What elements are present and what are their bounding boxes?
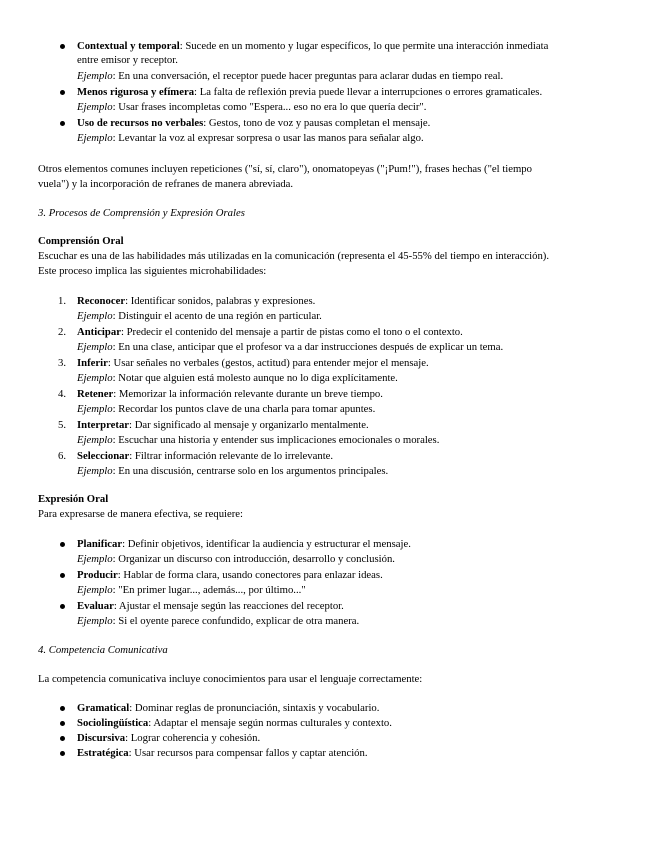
description: : Filtrar información relevante de lo irrelevante. <box>129 450 334 462</box>
list-number: 4. <box>58 388 67 400</box>
description: : Identificar sonidos, palabras y expresiones. <box>125 295 316 307</box>
description: : Dar significado al mensaje y organizarlo mentalmente. <box>129 419 369 431</box>
list-item <box>77 418 369 432</box>
example-line <box>77 552 395 566</box>
example-text: : "En primer lugar..., además..., por último..." <box>112 584 306 596</box>
list-item <box>77 599 344 613</box>
term: Gramatical <box>77 702 130 714</box>
example-text: : En una conversación, el receptor puede hacer preguntas para aclarar dudas en tiempo real. <box>112 70 504 82</box>
example-label: Ejemplo <box>77 465 113 477</box>
example-text: : Escuchar una historia y entender sus implicaciones emocionales o morales. <box>112 434 440 446</box>
list-number: 6. <box>58 450 67 462</box>
example-label: Ejemplo <box>77 132 113 144</box>
description: : Dominar reglas de pronunciación, sintaxis y vocabulario. <box>129 702 380 714</box>
competencia-intro: La competencia comunicativa incluye conocimientos para usar el lenguaje correctamente: <box>38 673 423 685</box>
example-label: Ejemplo <box>77 553 113 565</box>
example-text: : Levantar la voz al expresar sorpresa o usar las manos para señalar algo. <box>112 132 424 144</box>
example-line <box>77 433 439 447</box>
term: Estratégica <box>77 747 129 759</box>
list-item <box>77 746 368 760</box>
term: Anticipar <box>77 326 121 338</box>
list-item <box>77 325 463 339</box>
bullet-marker <box>60 751 65 756</box>
list-number: 5. <box>58 419 67 431</box>
bullet-marker <box>60 736 65 741</box>
list-item <box>77 537 411 551</box>
section-title: 3. Procesos de Comprensión y Expresión Orales <box>38 207 245 219</box>
description: : Sucede en un momento y lugar específicos, lo que permite una interacción inmediata <box>179 40 549 52</box>
example-line <box>77 69 503 83</box>
bullet-contextual <box>77 39 548 53</box>
heading-text: Comprensión Oral <box>38 235 124 247</box>
bullet-menos-rigurosa <box>77 85 542 99</box>
example-line <box>77 309 322 323</box>
list-number: 1. <box>58 295 67 307</box>
example-label: Ejemplo <box>77 584 113 596</box>
example-label: Ejemplo <box>77 372 113 384</box>
description: : Memorizar la información relevante durante un breve tiempo. <box>113 388 383 400</box>
list-number: 3. <box>58 357 67 369</box>
list-item <box>77 356 429 370</box>
example-label: Ejemplo <box>77 434 113 446</box>
example-label: Ejemplo <box>77 341 113 353</box>
bullet-marker <box>60 44 65 49</box>
term: Planificar <box>77 538 123 550</box>
term: Evaluar <box>77 600 114 612</box>
description: : Ajustar el mensaje según las reacciones del receptor. <box>113 600 344 612</box>
bullet-marker <box>60 121 65 126</box>
description: : Hablar de forma clara, usando conectores para enlazar ideas. <box>117 569 383 581</box>
term: Interpretar <box>77 419 130 431</box>
example-text: : Recordar los puntos clave de una charla para tomar apuntes. <box>112 403 376 415</box>
list-item <box>77 387 383 401</box>
example-line <box>77 583 306 597</box>
section-title: 4. Competencia Comunicativa <box>38 644 168 656</box>
example-label: Ejemplo <box>77 101 113 113</box>
term: Sociolingüística <box>77 717 149 729</box>
example-line <box>77 131 424 145</box>
subsection-heading <box>38 234 124 248</box>
list-number: 2. <box>58 326 67 338</box>
example-text: : Organizar un discurso con introducción, desarrollo y conclusión. <box>112 553 395 565</box>
heading-text: Expresión Oral <box>38 493 109 505</box>
term: Menos rigurosa y efímera <box>77 86 195 98</box>
example-text: : En una clase, anticipar que el profesor va a dar instrucciones después de explicar un tema. <box>112 341 504 353</box>
list-item <box>77 568 383 582</box>
paragraph-otros-elementos-cont: vuela") y la incorporación de refranes de manera abreviada. <box>38 178 294 190</box>
bullet-marker <box>60 573 65 578</box>
list-item <box>77 716 392 730</box>
description: : Adaptar el mensaje según normas culturales y contexto. <box>148 717 392 729</box>
term: Uso de recursos no verbales <box>77 117 204 129</box>
list-item <box>77 701 379 715</box>
description: : Predecir el contenido del mensaje a partir de pistas como el tono o el contexto. <box>120 326 463 338</box>
paragraph-otros-elementos: Otros elementos comunes incluyen repeticiones ("sí, sí, claro"), onomatopeyas ("¡Pum!"), frases hechas ("el tiempo <box>38 163 532 175</box>
term: Reconocer <box>77 295 126 307</box>
description: : Gestos, tono de voz y pausas completan el mensaje. <box>203 117 431 129</box>
term: Discursiva <box>77 732 126 744</box>
term: Seleccionar <box>77 450 130 462</box>
example-label: Ejemplo <box>77 310 113 322</box>
example-line <box>77 464 388 478</box>
list-item <box>77 294 315 308</box>
bullet-recursos-no-verbales <box>77 116 430 130</box>
description: : Usar recursos para compensar fallos y captar atención. <box>128 747 368 759</box>
example-text: : Distinguir el acento de una región en particular. <box>112 310 322 322</box>
bullet-marker <box>60 604 65 609</box>
example-line <box>77 100 426 114</box>
term: Contextual y temporal <box>77 40 180 52</box>
bullet-marker <box>60 542 65 547</box>
list-item <box>77 731 260 745</box>
example-text: : Usar frases incompletas como "Espera... eso no era lo que quería decir". <box>112 101 427 113</box>
example-text: : Si el oyente parece confundido, explicar de otra manera. <box>112 615 360 627</box>
example-label: Ejemplo <box>77 615 113 627</box>
example-line <box>77 371 398 385</box>
bullet-contextual-cont: entre emisor y receptor. <box>77 54 178 66</box>
example-line <box>77 402 375 416</box>
example-label: Ejemplo <box>77 403 113 415</box>
bullet-marker <box>60 90 65 95</box>
comprension-intro: Escuchar es una de las habilidades más utilizadas en la comunicación (representa el 45-55% del tiempo en interacción). <box>38 250 550 262</box>
term: Inferir <box>77 357 108 369</box>
term: Retener <box>77 388 114 400</box>
description: : Usar señales no verbales (gestos, actitud) para entender mejor el mensaje. <box>107 357 429 369</box>
example-line <box>77 614 359 628</box>
example-line <box>77 340 503 354</box>
bullet-marker <box>60 706 65 711</box>
example-label: Ejemplo <box>77 70 113 82</box>
description: : La falta de reflexión previa puede llevar a interrupciones o errores gramaticales. <box>194 86 543 98</box>
description: : Lograr coherencia y cohesión. <box>125 732 261 744</box>
term: Producir <box>77 569 118 581</box>
example-text: : Notar que alguien está molesto aunque no lo diga explícitamente. <box>112 372 398 384</box>
expresion-intro: Para expresarse de manera efectiva, se requiere: <box>38 508 244 520</box>
example-text: : En una discusión, centrarse solo en los argumentos principales. <box>112 465 389 477</box>
description: : Definir objetivos, identificar la audiencia y estructurar el mensaje. <box>122 538 411 550</box>
subsection-heading <box>38 492 108 506</box>
list-item <box>77 449 333 463</box>
bullet-marker <box>60 721 65 726</box>
comprension-intro-cont: Este proceso implica las siguientes microhabilidades: <box>38 265 267 277</box>
